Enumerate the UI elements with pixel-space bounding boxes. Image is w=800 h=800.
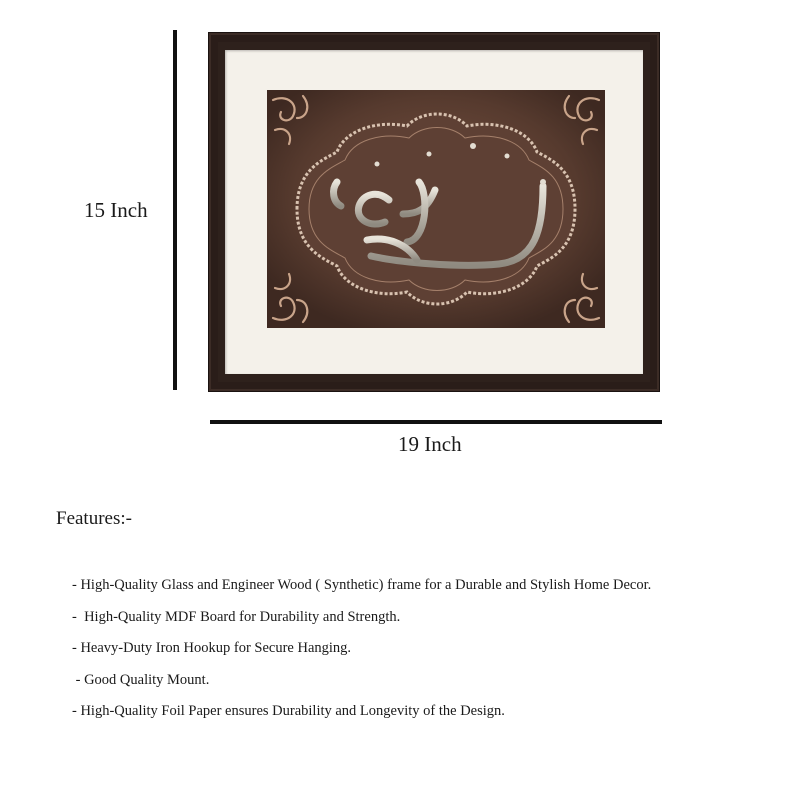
calligraphy-panel-icon	[267, 90, 605, 328]
picture-frame	[208, 32, 660, 392]
feature-item: - Good Quality Mount.	[72, 671, 210, 688]
features-heading: Features:-	[56, 508, 132, 529]
feature-item: - Heavy-Duty Iron Hookup for Secure Hanging.	[72, 640, 352, 656]
frame-mount	[225, 50, 643, 374]
feature-item: - High-Quality Foil Paper ensures Durability and Longevity of the Design.	[72, 703, 505, 719]
height-dimension-line	[173, 30, 177, 390]
height-label: 15 Inch	[84, 198, 148, 222]
feature-item: - High-Quality Glass and Engineer Wood ( Synthetic) frame for a Durable and Stylish Home Decor.	[72, 577, 652, 593]
calligraphy-artwork-icon	[267, 90, 605, 328]
feature-item: - High-Quality MDF Board for Durability and Strength.	[72, 608, 401, 625]
width-dimension-line	[210, 420, 662, 424]
features-list	[72, 574, 651, 732]
width-label: 19 Inch	[398, 432, 462, 456]
